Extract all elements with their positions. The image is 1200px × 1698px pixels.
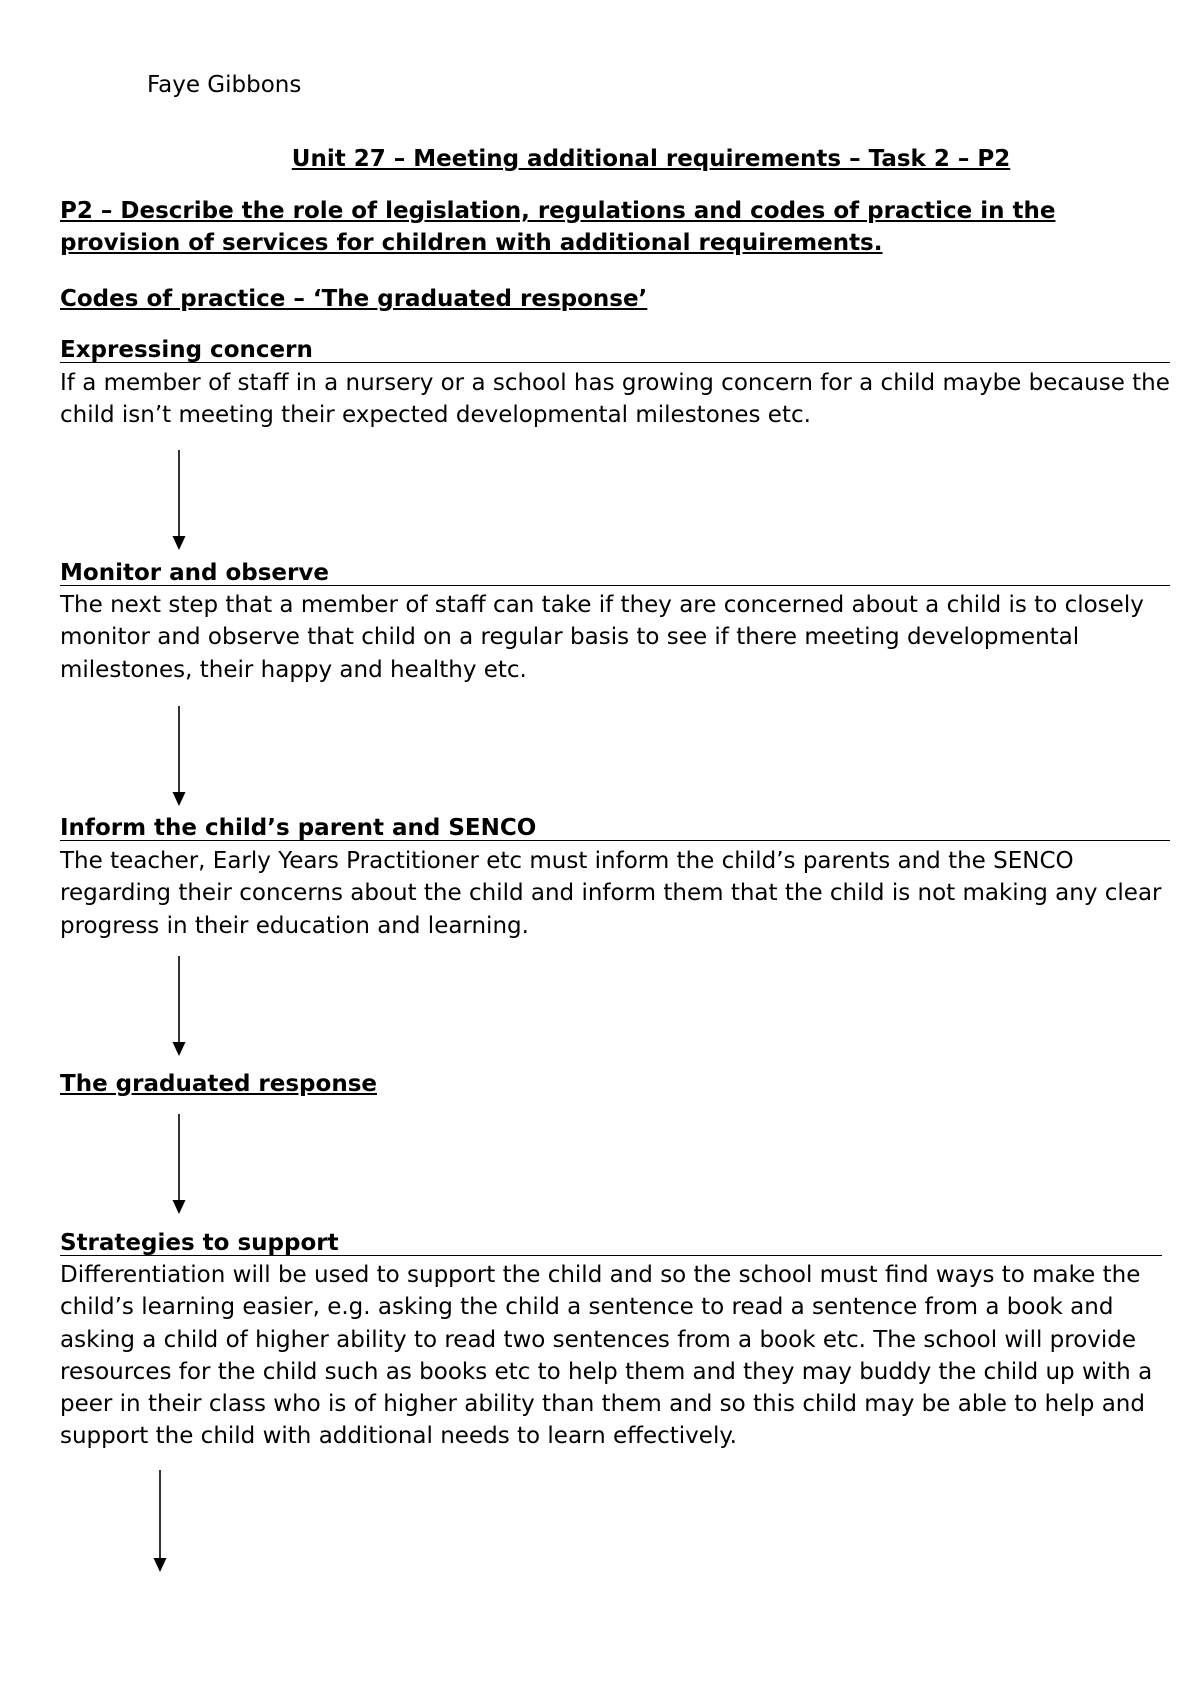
- section-heading: Codes of practice – ‘The graduated response’: [60, 286, 648, 312]
- step-heading-graduated-response: The graduated response: [60, 1071, 377, 1097]
- step-text-strategies-to-support: Differentiation will be used to support the child and so the school must find ways to make the child’s learning easier, e.g. asking the child a sentence to read a sentence from a book and asking a child of higher ability to read two sentences from a book etc. The school will provide resources for the child such as books etc to help them and they may buddy the child up with a peer in their class who is of higher ability than them and so this child may be able to help and support the child with additional needs to learn effectively.: [60, 1262, 1153, 1450]
- heading-rule: [60, 585, 1170, 586]
- step-heading-inform-parent-senco: Inform the child’s parent and SENCO: [60, 815, 537, 841]
- flow-arrow-icon: [169, 450, 189, 550]
- flow-arrow-icon: [169, 706, 189, 806]
- step-text-monitor-and-observe: The next step that a member of staff can take if they are concerned about a child is to closely monitor and observe that child on a regular basis to see if there meeting developmental milestones, their happy and healthy etc.: [60, 592, 1144, 683]
- flow-arrow-icon: [169, 956, 189, 1056]
- document-title: Unit 27 – Meeting additional requirements – Task 2 – P2: [291, 146, 1011, 172]
- step-heading-expressing-concern: Expressing concern: [60, 337, 313, 363]
- step-text-expressing-concern: If a member of staff in a nursery or a school has growing concern for a child maybe because the child isn’t meeting their expected developmental milestones etc.: [60, 370, 1170, 429]
- step-text-inform-parent-senco: The teacher, Early Years Practitioner etc must inform the child’s parents and the SENCO regarding their concerns about the child and inform them that the child is not making any clear progress in their education and learning.: [60, 848, 1162, 939]
- task-heading: P2 – Describe the role of legislation, regulations and codes of practice in the provision of services for children with additional requirements.: [60, 198, 1056, 256]
- heading-rule: [60, 362, 1170, 363]
- step-heading-monitor-and-observe: Monitor and observe: [60, 560, 329, 586]
- step-heading-strategies-to-support: Strategies to support: [60, 1230, 339, 1256]
- heading-rule: [60, 840, 1170, 841]
- flow-arrow-icon: [150, 1470, 170, 1572]
- heading-rule: [60, 1255, 1162, 1256]
- author-name: Faye Gibbons: [147, 72, 302, 98]
- flow-arrow-icon: [169, 1114, 189, 1214]
